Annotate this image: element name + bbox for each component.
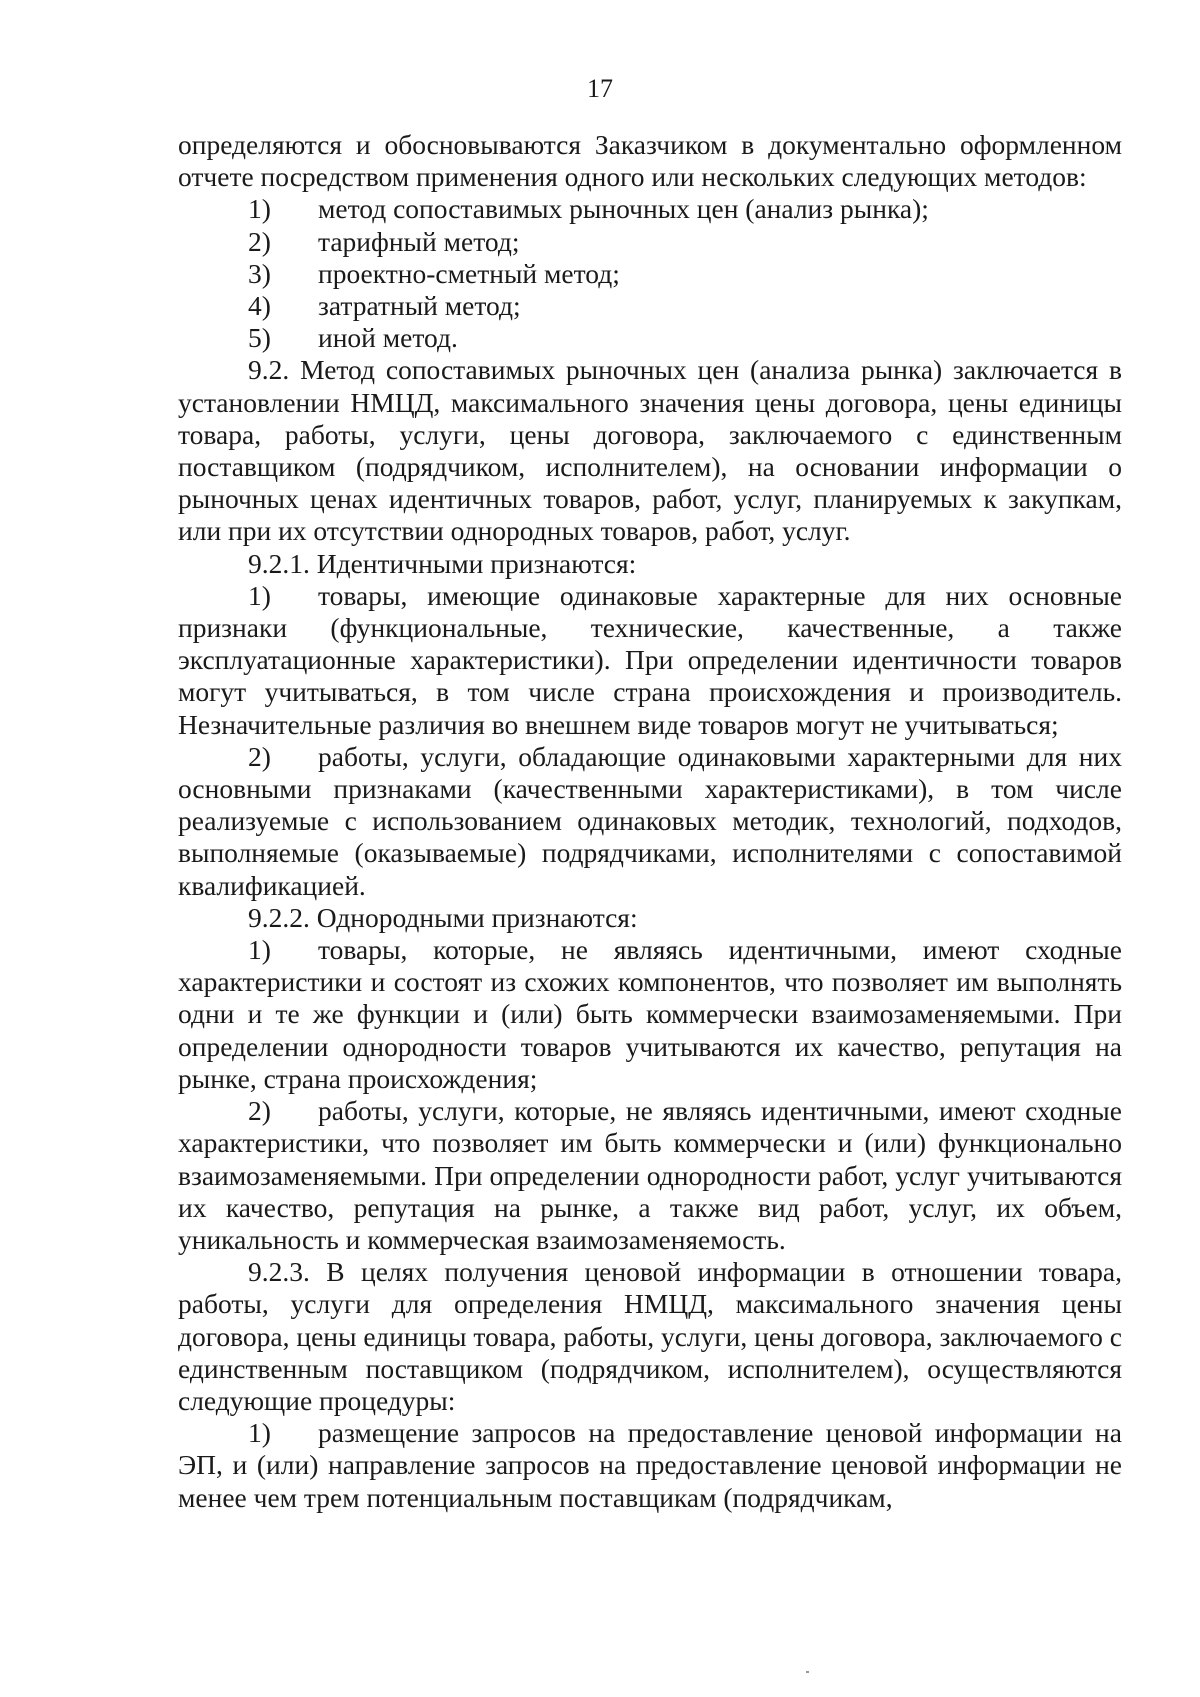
- list-item-text: метод сопоставимых рыночных цен (анализ рынка);: [318, 193, 929, 225]
- list-item: [178, 580, 1122, 741]
- list-item-text: товары, которые, не являясь идентичными, имеют сходные характеристики и состоят из схожих компонентов, что позволяет им выполнять одни и те же функции и (или) быть коммерчески взаимозаменяемыми. При определении однородности товаров учитываются их качество, репутация на рынке, страна происхождения;: [178, 934, 1122, 1094]
- list-item-number: 4): [248, 290, 271, 322]
- list-item-text: иной метод.: [318, 322, 458, 354]
- list-item-number: 3): [248, 257, 271, 289]
- list-item: [178, 1095, 1122, 1256]
- paragraph-intro: определяются и обосновываются Заказчиком в документально оформленном отчете посредством применения одного или нескольких следующих методов:: [178, 129, 1122, 193]
- list-item: [178, 290, 1122, 322]
- list-item-number: 2): [248, 225, 271, 257]
- list-item: [178, 741, 1122, 902]
- scan-speck: [806, 1671, 809, 1673]
- identical-list: [178, 580, 1122, 902]
- list-item: [178, 193, 1122, 225]
- list-item-text: размещение запросов на предоставление ценовой информации на ЭП, и (или) направление запросов на предоставление ценовой информации не менее чем трем потенциальным поставщикам (подрядчикам,: [178, 1417, 1122, 1513]
- homogeneous-list: [178, 934, 1122, 1256]
- procedures-list: [178, 1417, 1122, 1514]
- list-item: [178, 934, 1122, 1095]
- list-item: [178, 258, 1122, 290]
- paragraph-9-2-3: 9.2.3. В целях получения ценовой информации в отношении товара, работы, услуги для определения НМЦД, максимального значения цены договора, цены единицы товара, работы, услуги, цены договора, заключаемого с единственным поставщиком (подрядчиком, исполнителем), осуществляются следующие процедуры:: [178, 1256, 1122, 1416]
- list-item-text: товары, имеющие одинаковые характерные для них основные признаки (функциональные, технические, качественные, а также эксплуатационные характеристики). При определении идентичности товаров могут учитываться, в том числе страна происхождения и производитель. Незначительные различия во внешнем виде товаров могут не учитываться;: [178, 579, 1122, 740]
- document-body: [178, 129, 1122, 1514]
- paragraph-9-2: 9.2. Метод сопоставимых рыночных цен (анализа рынка) заключается в установлении НМЦД, максимального значения цены договора, цены единицы товара, работы, услуги, цены договора, заключаемого с единственным поставщиком (подрядчиком, исполнителем), на основании информации о рыночных ценах идентичных товаров, работ, услуг, планируемых к закупкам, или при их отсутствии однородных товаров, работ, услуг.: [178, 354, 1122, 547]
- list-item-number: 1): [248, 193, 271, 225]
- list-item-number: 2): [248, 1095, 271, 1127]
- list-item-number: 1): [248, 579, 271, 611]
- methods-list: [178, 193, 1122, 354]
- list-item: [178, 322, 1122, 354]
- list-item-text: затратный метод;: [318, 290, 521, 322]
- list-item-number: 2): [248, 740, 271, 772]
- paragraph-9-2-1: 9.2.1. Идентичными признаются:: [248, 547, 637, 579]
- list-item-text: работы, услуги, которые, не являясь идентичными, имеют сходные характеристики, что позволяет им быть коммерчески и (или) функционально взаимозаменяемыми. При определении однородности работ, услуг учитываются их качество, репутация на рынке, а также вид работ, услуг, их объем, уникальность и коммерческая взаимозаменяемость.: [178, 1095, 1122, 1255]
- list-item-number: 5): [248, 322, 271, 354]
- list-item-number: 1): [248, 934, 271, 966]
- list-item-text: проектно-сметный метод;: [318, 257, 620, 289]
- list-item: [178, 1417, 1122, 1514]
- list-item-text: работы, услуги, обладающие одинаковыми характерными для них основными признаками (качественными характеристиками), в том числе реализуемые с использованием одинаковых методик, технологий, подходов, выполняемые (оказываемые) подрядчиками, исполнителями с сопоставимой квалификацией.: [178, 740, 1122, 901]
- list-item: [178, 226, 1122, 258]
- list-item-text: тарифный метод;: [318, 225, 520, 257]
- page-number: 17: [587, 74, 613, 103]
- paragraph-9-2-2: 9.2.2. Однородными признаются:: [248, 901, 638, 933]
- list-item-number: 1): [248, 1417, 271, 1449]
